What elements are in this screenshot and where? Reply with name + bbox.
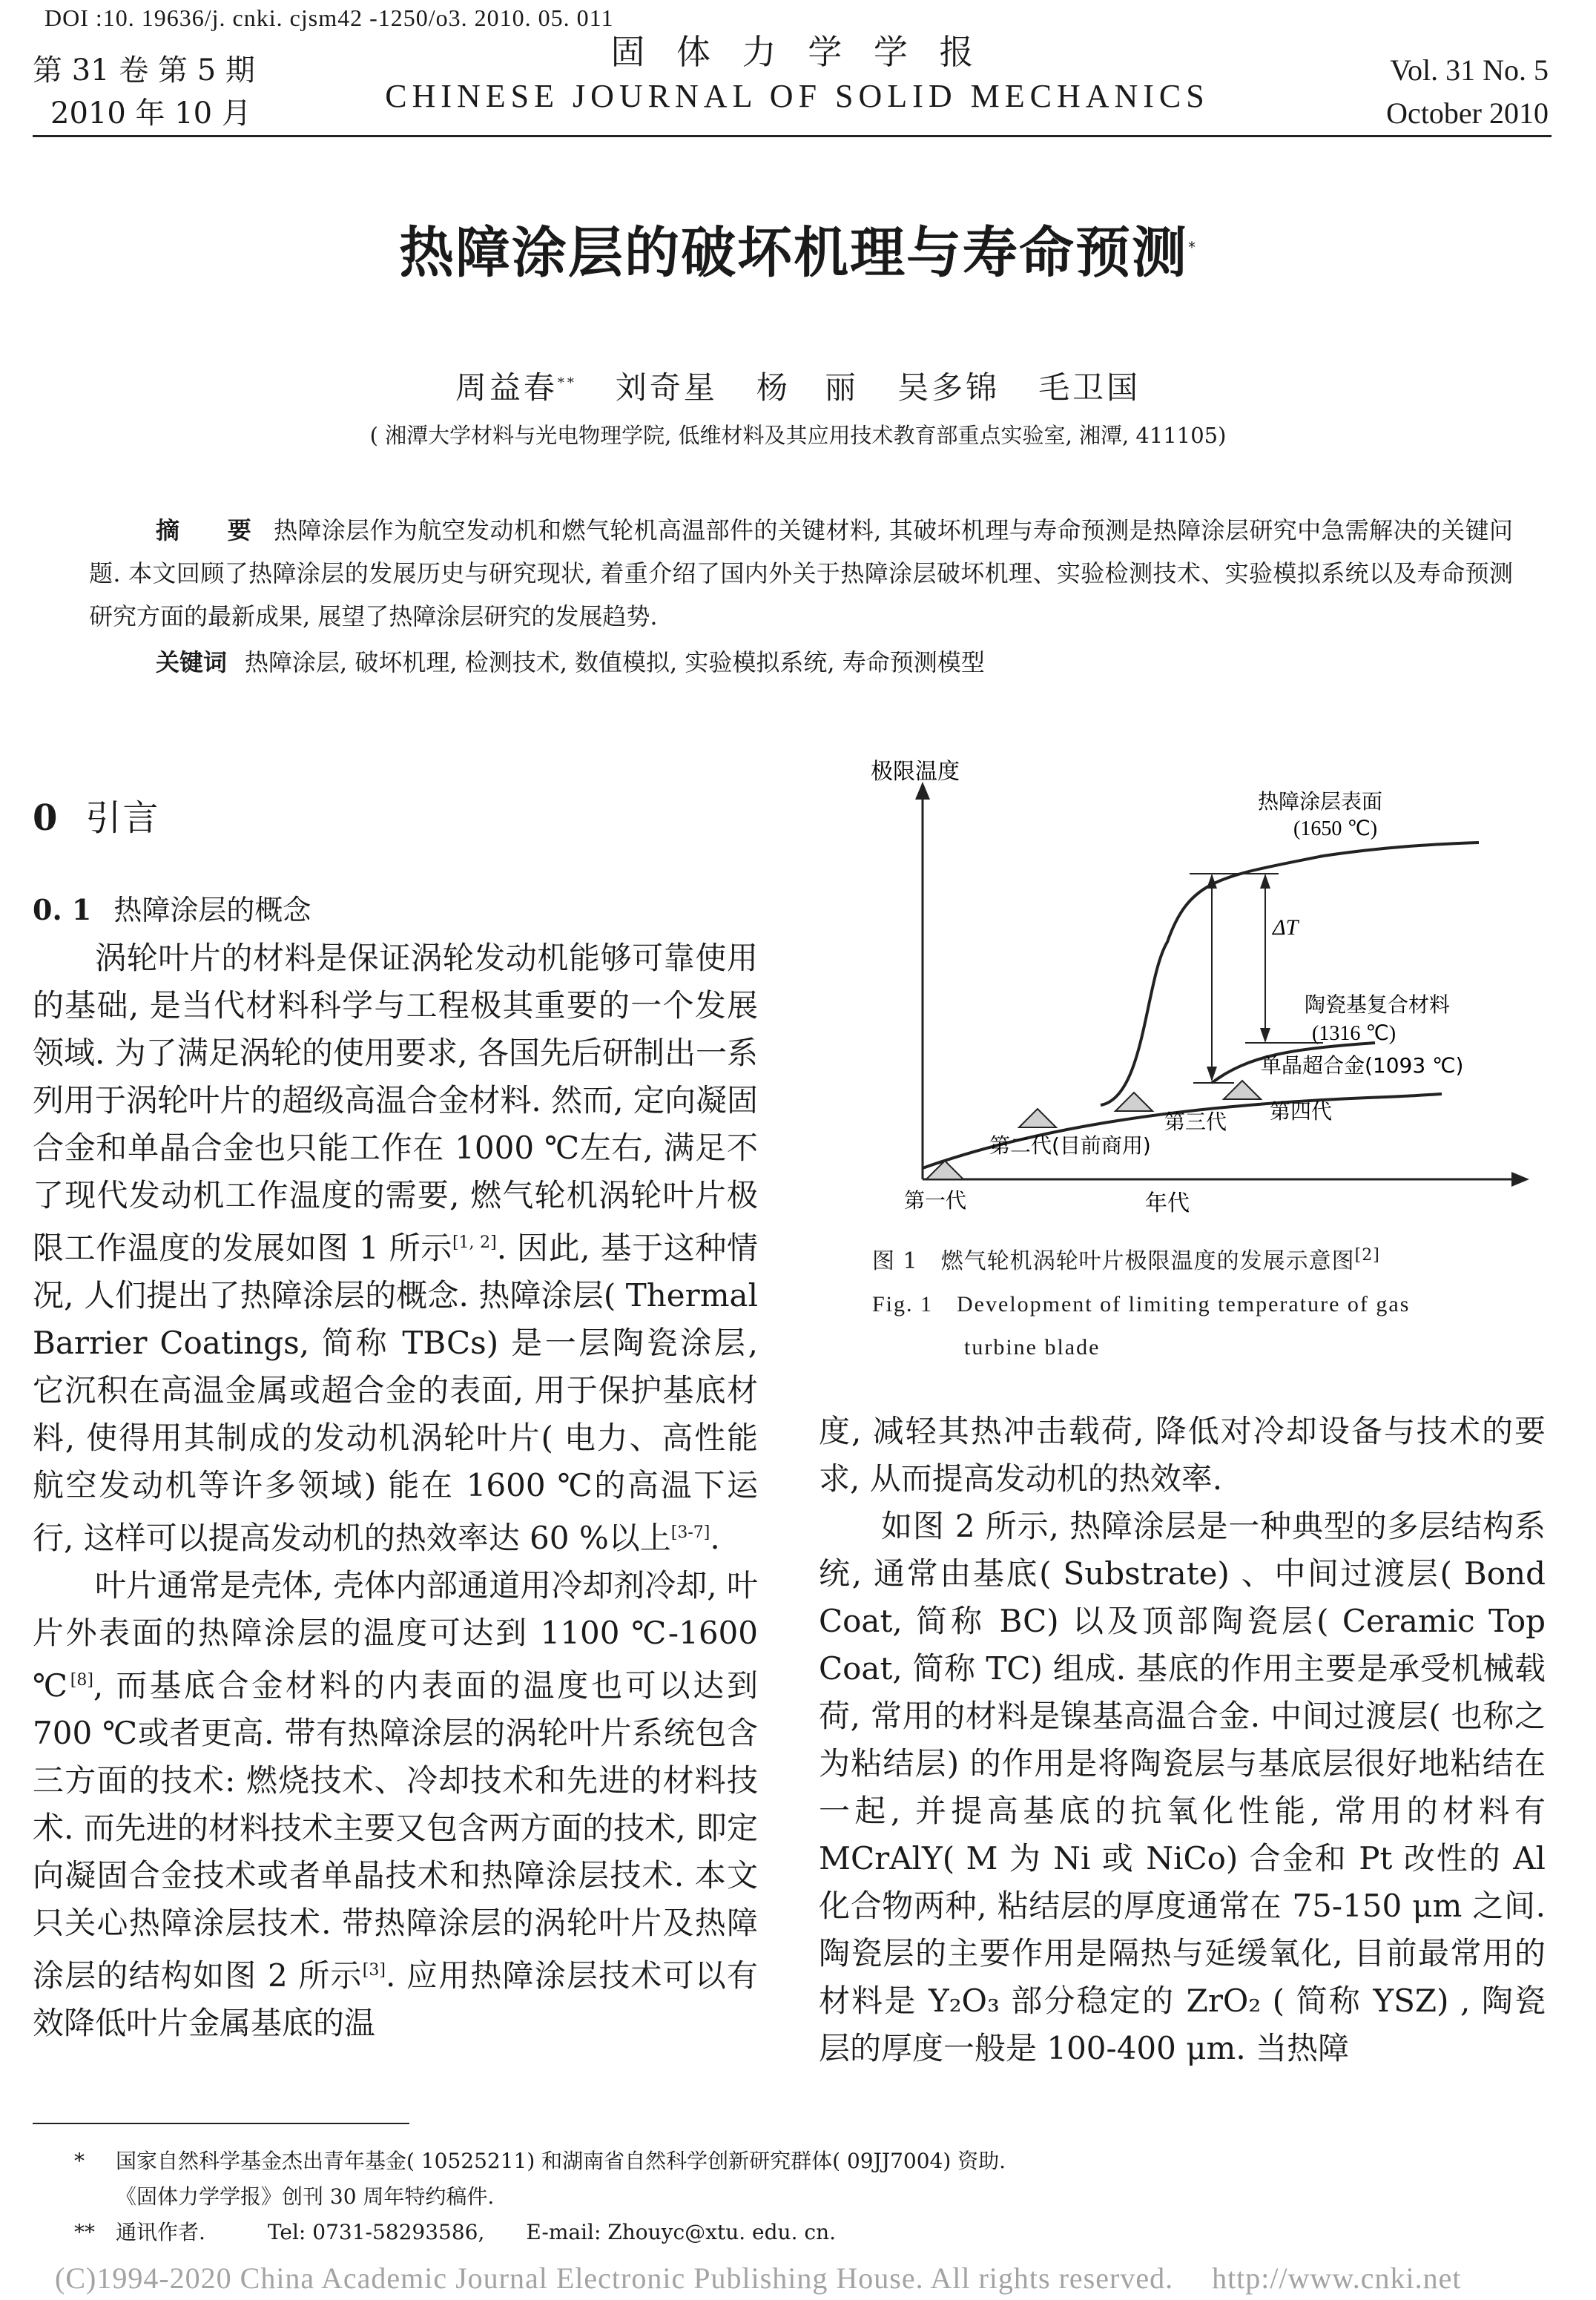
author-1: 周益春 bbox=[455, 369, 558, 406]
delta-t-arrow-2b bbox=[1260, 1028, 1270, 1043]
x-axis-arrow bbox=[1511, 1172, 1529, 1187]
footnote-1b-text: 《固体力学学报》创刊 30 周年特约稿件. bbox=[116, 2184, 495, 2209]
date-en: October 2010 bbox=[1386, 96, 1549, 130]
footnotes bbox=[74, 2144, 1483, 2250]
date-cn: 2010 年 10 月 bbox=[50, 96, 251, 131]
author-3: 杨 丽 bbox=[756, 369, 859, 406]
journal-title-cn: 固 体 力 学 学 报 bbox=[610, 32, 984, 72]
abstract bbox=[89, 509, 1513, 638]
caption-cn-text: 图 1 燃气轮机涡轮叶片极限温度的发展示意图 bbox=[872, 1248, 1355, 1274]
gen-3-label: 第三代 bbox=[1164, 1110, 1227, 1134]
gen-1-label: 第一代 bbox=[904, 1188, 967, 1213]
left-p2-text: 叶片通常是壳体, 壳体内部通道用冷却剂冷却, 叶片外表面的热障涂层的温度可达到 1100 ℃-1600 ℃ bbox=[33, 1567, 758, 1704]
doi: DOI :10. 19636/j. cnki. cjsm42 -1250/o3. 2010. 05. 011 bbox=[44, 4, 614, 31]
author-5: 毛卫国 bbox=[1038, 369, 1141, 406]
right-paragraph-0: 度, 减轻其热冲击载荷, 降低对冷却设备与技术的要求, 从而提高发动机的热效率. bbox=[819, 1413, 1546, 1497]
keywords bbox=[156, 641, 1520, 684]
abstract-label: 摘 要 bbox=[156, 516, 264, 544]
cmc-label: 陶瓷基复合材料 bbox=[1305, 992, 1451, 1017]
gen-4-label: 第四代 bbox=[1270, 1099, 1333, 1124]
abstract-text: 热障涂层作为航空发动机和燃气轮机高温部件的关键材料, 其破坏机理与寿命预测是热障涂层研究中急需解决的关键问题. 本文回顾了热障涂层的发展历史与研究现状, 着重介绍了国内外关于热障涂层破坏机理、实验检测技术、实验模拟系统以及寿命预测研究方面的最新成果, 展望了热障涂层研究的发展趋势. bbox=[89, 516, 1513, 630]
section-0-num: 0 bbox=[33, 797, 59, 839]
superalloy-label: 单晶超合金(1093 ℃) bbox=[1261, 1053, 1464, 1078]
delta-t-arrow-2a bbox=[1260, 874, 1270, 889]
caption-ref: [2] bbox=[1354, 1246, 1380, 1265]
caption-en-2: turbine blade bbox=[964, 1335, 1101, 1360]
tbc-surface-temp: (1650 ℃) bbox=[1293, 817, 1378, 840]
caption-cn bbox=[872, 1234, 1510, 1283]
left-column bbox=[33, 935, 758, 2047]
tbc-surface-label: 热障涂层表面 bbox=[1258, 789, 1383, 814]
section-0-heading bbox=[33, 789, 159, 840]
left-paragraph-1 bbox=[33, 935, 758, 1562]
footnote-1 bbox=[74, 2144, 1483, 2179]
footnote-rule bbox=[33, 2123, 409, 2124]
volume-cn bbox=[33, 49, 255, 135]
keywords-text: 热障涂层, 破坏机理, 检测技术, 数值模拟, 实验模拟系统, 寿命预测模型 bbox=[245, 648, 985, 676]
author-1-mark: ** bbox=[557, 375, 577, 391]
figure-1-caption bbox=[872, 1234, 1510, 1369]
footnote-1-mark: * bbox=[74, 2149, 85, 2173]
left-paragraph-2 bbox=[33, 1562, 758, 2047]
delta-t-label: ΔT bbox=[1273, 915, 1299, 940]
section-0-1-title: 热障涂层的概念 bbox=[113, 894, 311, 926]
figure-1 bbox=[819, 757, 1546, 1216]
section-0-1-num: 0. 1 bbox=[33, 893, 92, 926]
volume-en bbox=[1386, 49, 1549, 135]
authors bbox=[0, 363, 1596, 408]
footnote-2-mark: ** bbox=[74, 2220, 95, 2244]
header-rule bbox=[33, 135, 1552, 137]
right-column bbox=[819, 1408, 1546, 2072]
y-axis-label: 极限温度 bbox=[871, 759, 960, 785]
gen-2-label: 第二代(目前商用) bbox=[989, 1133, 1151, 1158]
journal-title bbox=[326, 30, 1268, 119]
footnote-1b bbox=[74, 2179, 1483, 2215]
article-title-text: 热障涂层的破坏机理与寿命预测 bbox=[399, 221, 1188, 285]
ref-3-7: [3-7] bbox=[670, 1523, 710, 1542]
ref-3: [3] bbox=[362, 1961, 386, 1980]
left-p1-text-c: . bbox=[710, 1520, 720, 1556]
footnote-2-text: 通讯作者. Tel: 0731-58293586, E-mail: Zhouyc@xtu. edu. cn. bbox=[116, 2220, 837, 2244]
keywords-label: 关键词 bbox=[156, 648, 228, 676]
caption-en-1: Fig. 1 Development of limiting temperature of gas bbox=[872, 1292, 1411, 1317]
section-0-title: 引言 bbox=[85, 797, 160, 839]
right-paragraph-1: 如图 2 所示, 热障涂层是一种典型的多层结构系统, 通常由基底( Substrate) 、中间过渡层( Bond Coat, 简称 BC) 以及顶部陶瓷层( Ceramic Top Coat, 简称 TC) 组成. 基底的作用主要是承受机械载荷, 常用的材料是镍基高温合金. 中间过渡层( 也称之为粘结层) 的作用是将陶瓷层与基底层很好地粘结在一起, 并提高基底的抗氧化性能, 常用的材料有 MCrAlY( M 为 Ni 或 NiCo) 合金和 Pt 改性的 Al 化合物两种, 粘结层的厚度通常在 75-150 μm 之间. 陶瓷层的主要作用是隔热与延缓氧化, 目前最常用的材料是 Y₂O₃ 部分稳定的 ZrO₂ ( 简称 YSZ) , 陶瓷层的厚度一般是 100-400 μm. 当热障 bbox=[819, 1508, 1546, 2066]
volume-issue-cn: 第 31 卷 第 5 期 bbox=[33, 53, 255, 88]
left-p2-text-b: , 而基底合金材料的内表面的温度也可以达到 700 ℃或者更高. 带有热障涂层的涡轮叶片系统包含三方面的技术: 燃烧技术、冷却技术和先进的材料技术. 而先进的材料技术主要又包含两方面的技术, 即定向凝固合金技术或者单晶技术和热障涂层技术. 本文只关心热障涂层技术. 带热障涂层的涡轮叶片及热障涂层的结构如图 2 所示 bbox=[33, 1667, 759, 1994]
volume-issue-en: Vol. 31 No. 5 bbox=[1390, 53, 1549, 87]
journal-title-en: CHINESE JOURNAL OF SOLID MECHANICS bbox=[385, 78, 1210, 114]
left-p1-text-b: . 因此, 基于这种情况, 人们提出了热障涂层的概念. 热障涂层( Thermal Barrier Coatings, 简称 TBCs) 是一层陶瓷涂层, 它沉积在高温金属或超合金的表面, 用于保护基底材料, 使得用其制成的发动机涡轮叶片( 电力、高性能航空发动机等许多领域) 能在 1600 ℃的高温下运行, 这样可以提高发动机的热效率达 60 %以上 bbox=[33, 1230, 758, 1556]
footnote-1-text: 国家自然科学基金杰出青年基金( 10525211) 和湖南省自然科学创新研究群体( 09JJ7004) 资助. bbox=[116, 2149, 1006, 2173]
x-axis-label: 年代 bbox=[1145, 1190, 1190, 1216]
title-footnote-mark: * bbox=[1188, 238, 1197, 257]
affiliation: ( 湘潭大学材料与光电物理学院, 低维材料及其应用技术教育部重点实验室, 湘潭, 411105) bbox=[369, 423, 1227, 448]
gen-3-marker bbox=[1115, 1093, 1153, 1111]
footnote-2 bbox=[74, 2215, 1483, 2250]
copyright-watermark: (C)1994-2020 China Academic Journal Electronic Publishing House. All rights reserved. http://www.cnki.net bbox=[55, 2261, 1462, 2295]
left-p1-text: 涡轮叶片的材料是保证涡轮发动机能够可靠使用的基础, 是当代材料科学与工程极其重要的一个发展领域. 为了满足涡轮的使用要求, 各国先后研制出一系列用于涡轮叶片的超级高温合金材料. 然而, 定向凝固合金和单晶合金也只能工作在 1000 ℃左右, 满足不了现代发动机工作温度的需要, 燃气轮机涡轮叶片极限工作温度的发展如图 1 所示 bbox=[33, 940, 758, 1266]
gen-2-marker bbox=[1019, 1109, 1056, 1127]
author-2: 刘奇星 bbox=[615, 369, 718, 406]
section-0-1-heading bbox=[33, 887, 311, 928]
cmc-temp: (1316 ℃) bbox=[1312, 1022, 1396, 1045]
article-title bbox=[0, 209, 1596, 288]
left-p2-text-c: . 应用热障涂层技术可以有效降低叶片金属基底的温 bbox=[33, 1957, 758, 2041]
author-4: 吴多锦 bbox=[897, 369, 1000, 406]
ref-1-2: [1, 2] bbox=[452, 1233, 497, 1252]
ref-8: [8] bbox=[70, 1671, 93, 1690]
